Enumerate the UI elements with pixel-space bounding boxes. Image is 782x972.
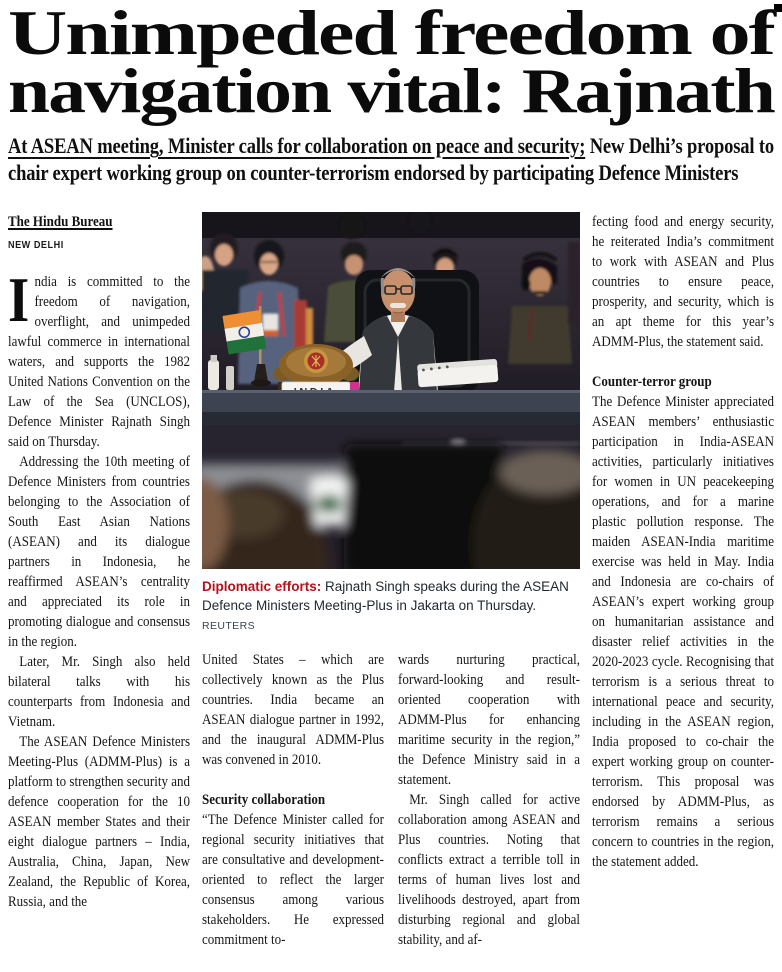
article-paragraph: The ASEAN Defence Ministers Meeting-Plus (ADMM-Plus) is a platform to strengthen security and defence cooperation for the 10 ASEAN member States and their eight dialogue partners – India, Australia, China, Japan, New Zealand, the Republic of Korea, Russia, and the xyxy=(8,734,191,910)
section-subhead-counterterror: Counter-terror group xyxy=(592,374,712,390)
column-middle xyxy=(202,212,580,950)
headline-line2: navigation vital: Rajnath xyxy=(8,55,774,126)
subheadline-line2: chair expert working group on counter-terrorism endorsed by participating Defence Ministers xyxy=(8,160,739,185)
subheadline-rest: New Delhi’s proposal to xyxy=(585,133,774,158)
byline-location: NEW DELHI xyxy=(8,239,64,251)
article-paragraph: Mr. Singh called for active collaboration among ASEAN and Plus countries. Noting that conflicts extract a terrible toll in terms of human lives lost and livelihoods destroyed, apart from disturbing regional and global stability, and af- xyxy=(398,792,581,948)
subheadline-underlined: At ASEAN meeting, Minister calls for collaboration on peace and security; xyxy=(8,133,586,158)
photo-illustration xyxy=(202,212,580,569)
article-figure xyxy=(202,212,580,636)
article-paragraph: Later, Mr. Singh also held bilateral talks with his counterparts from Indonesia and Vietnam. xyxy=(8,654,191,730)
article-header xyxy=(8,0,774,186)
article-paragraph: India is committed to the freedom of navigation, overflight, and unimpeded lawful commerce in international waters, and supports the 1982 United Nations Convention on the Law of the Sea (UNCLOS), Defence Minister Rajnath Singh said on Thursday. xyxy=(8,265,191,450)
article-paragraph: The Defence Minister appreciated ASEAN members’ enthusiastic participation in India-ASEAN activities, particularly initiatives for women in UN peacekeeping operations, and for a marine plastic pollution response. The maiden ASEAN-India maritime exercise was held in May. India and Indonesia are co-chairs of ASEAN’s expert working group on humanitarian assistance and disaster relief activities in the 2020-2023 cycle. Recognising that terrorism is a serious threat to international peace and security, including in the ASEAN region, India proposed to co-chair the expert working group on counter-terrorism. This proposal was endorsed by ADMM-Plus, as terrorism remains a serious concern to countries in the region, the statement added. xyxy=(592,394,775,870)
article-columns xyxy=(8,212,774,950)
article-paragraph: United States – which are collectively known as the Plus countries. India became an ASEAN dialogue partner in 1992, and the inaugural ADMM-Plus was convened in 2010. xyxy=(202,652,385,768)
column-3 xyxy=(398,650,580,950)
subheadline-line1 xyxy=(8,132,774,159)
column-1 xyxy=(8,212,190,912)
headline-line1: Unimpeded freedom of xyxy=(8,0,774,68)
article-paragraph: Addressing the 10th meeting of Defence Ministers from countries belonging to the Association of South East Asian Nations (ASEAN) and its dialogue partners in Indonesia, he reaffirmed ASEAN’s centrality and appreciated its role in promoting dialogue and consensus in the region. xyxy=(8,454,191,650)
article-paragraph: “The Defence Minister called for regional security initiatives that are consultative and development-oriented to reflect the larger consensus among various stakeholders. He expressed commitment to- xyxy=(202,812,385,948)
caption-text: Rajnath Singh speaks during the ASEAN Defence Ministers Meeting-Plus in Jakarta on Thursday. xyxy=(202,579,569,613)
byline-author: The Hindu Bureau xyxy=(8,214,113,230)
photo-caption xyxy=(202,577,580,636)
caption-label: Diplomatic efforts: xyxy=(202,579,322,594)
column-4 xyxy=(592,212,774,872)
page-corner-mark xyxy=(774,4,782,12)
article-paragraph: fecting food and energy security, he reiterated India’s commitment to work with ASEAN and Plus countries to ensure peace, prosperity, and security, which is an apt theme for this year’s ADMM-Plus, the statement said. xyxy=(592,214,775,350)
column-2 xyxy=(202,650,384,950)
article-photo xyxy=(202,212,580,569)
subheadline xyxy=(8,132,774,186)
drop-cap: I xyxy=(8,265,30,335)
page-title xyxy=(8,0,774,126)
caption-credit: REUTERS xyxy=(202,620,255,632)
section-subhead-security: Security collaboration xyxy=(202,792,326,808)
middle-text-columns xyxy=(202,650,580,950)
article-paragraph: wards nurturing practical, forward-looking and result-oriented cooperation with ADMM-Plus for enhancing maritime security in the region,” the Defence Ministry said in a statement. xyxy=(398,652,581,788)
